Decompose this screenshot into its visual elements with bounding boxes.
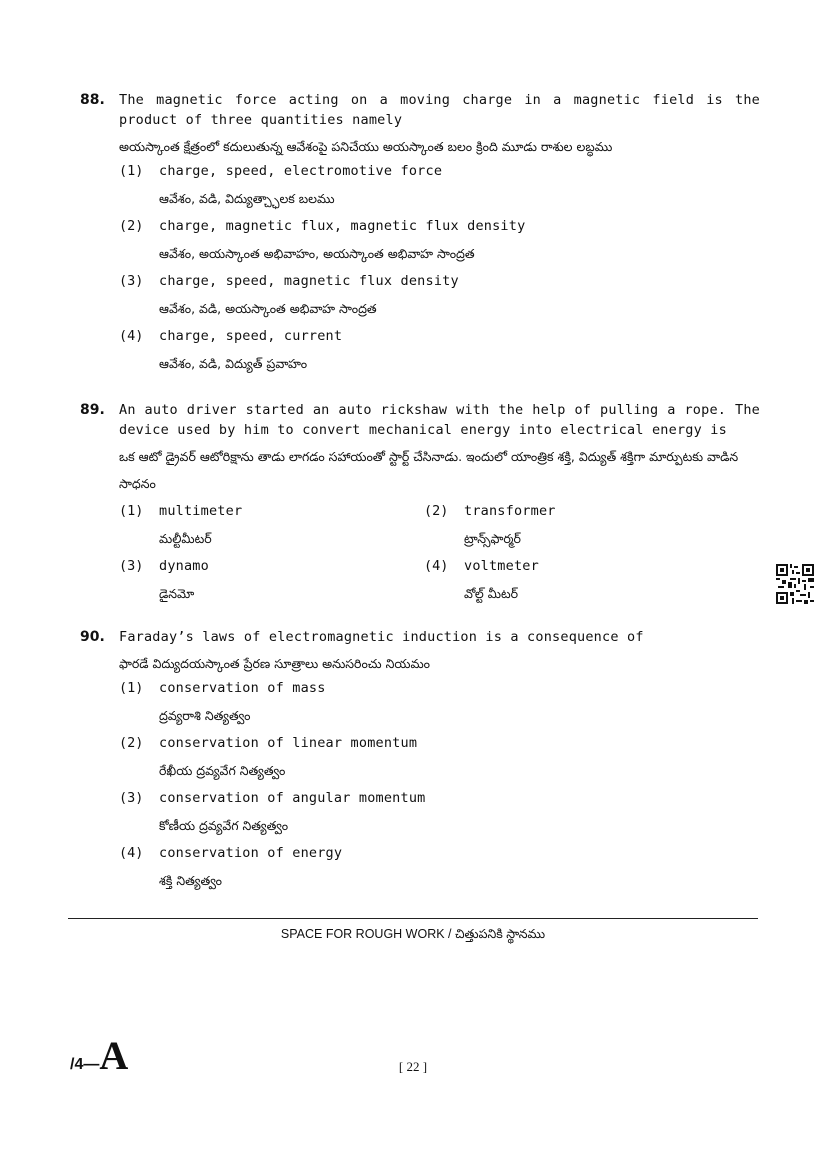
option-2	[424, 501, 724, 556]
question-text: The magnetic force acting on a moving charge in a magnetic field is the product of three quantities namely	[119, 92, 760, 128]
option-4	[119, 326, 760, 381]
option-text-telugu: ద్రవ్యరాశి నిత్యత్వం	[159, 708, 251, 723]
question-89	[80, 400, 760, 611]
option-text: conservation of linear momentum	[159, 735, 418, 751]
option-text-telugu: శక్తి నిత్యత్వం	[159, 873, 222, 888]
option-4	[119, 843, 760, 898]
option-text-telugu: వోల్ట్ మీటర్	[464, 586, 519, 601]
option-number: (2)	[119, 735, 144, 751]
option-text-telugu: ఆవేశం, వడి, అయస్కాంత అభివాహ సాంద్రత	[159, 301, 377, 316]
option-text: multimeter	[159, 503, 243, 519]
option-text: charge, speed, magnetic flux density	[159, 273, 459, 289]
option-1	[119, 161, 760, 216]
options-list	[80, 678, 760, 898]
option-text-telugu: రేఖీయ ద్రవ్యవేగ నిత్యత్వం	[159, 763, 286, 778]
qr-code-icon	[776, 564, 814, 604]
option-number: (4)	[119, 845, 144, 861]
option-text: conservation of angular momentum	[159, 790, 426, 806]
question-number: 89.	[80, 402, 105, 418]
option-number: (3)	[119, 790, 144, 806]
rough-work-label: SPACE FOR ROUGH WORK / చిత్తుపనికి స్థానము	[280, 927, 546, 941]
option-text: conservation of energy	[159, 845, 343, 861]
option-number: (2)	[119, 218, 144, 234]
options-grid	[119, 501, 760, 611]
question-text-telugu: ఒక ఆటో డ్రైవర్ ఆటోరిక్షాను తాడు లాగడం సహాయంతో స్టార్ట్ చేసినాడు. ఇందులో యాంత్రిక శక్తి, విద్యుత్ శక్తిగా మార్పుటకు వాడిన సాధనం	[119, 449, 739, 491]
option-1	[119, 678, 760, 733]
option-number: (2)	[424, 503, 449, 519]
option-3	[119, 556, 424, 611]
option-number: (3)	[119, 273, 144, 289]
question-text-telugu: ఫారడే విద్యుదయస్కాంత ప్రేరణ సూత్రాలు అనుసరించు నియమం	[119, 656, 431, 671]
booklet-code-prefix: /4—	[70, 1056, 100, 1073]
option-text: charge, speed, current	[159, 328, 343, 344]
option-4	[424, 556, 724, 611]
option-2	[119, 733, 760, 788]
question-text-telugu: అయస్కాంత క్షేత్రంలో కదులుతున్న ఆవేశంపై పనిచేయు అయస్కాంత బలం క్రింది మూడు రాశుల లబ్ధము	[119, 139, 613, 154]
option-text: voltmeter	[464, 558, 539, 574]
option-number: (1)	[119, 163, 144, 179]
divider-line	[68, 918, 758, 919]
options-list	[80, 161, 760, 381]
question-text: An auto driver started an auto rickshaw with the help of pulling a rope. The device used by him to convert mechanical energy into electrical energy is	[119, 402, 760, 438]
option-text-telugu: ఆవేశం, వడి, విద్యుత్ ప్రవాహం	[159, 356, 308, 371]
option-1	[119, 501, 424, 556]
option-text-telugu: ట్రాన్స్‌ఫార్మర్	[464, 531, 521, 546]
option-text: dynamo	[159, 558, 209, 574]
option-text: charge, magnetic flux, magnetic flux density	[159, 218, 526, 234]
option-text: charge, speed, electromotive force	[159, 163, 443, 179]
option-number: (4)	[424, 558, 449, 574]
option-2	[119, 216, 760, 271]
option-text: conservation of mass	[159, 680, 326, 696]
option-text-telugu: కోణీయ ద్రవ్యవేగ నిత్యత్వం	[159, 818, 289, 833]
question-88	[80, 90, 760, 381]
option-number: (1)	[119, 503, 144, 519]
option-number: (4)	[119, 328, 144, 344]
option-text-telugu: ఆవేశం, అయస్కాంత అభివాహం, అయస్కాంత అభివాహ సాంద్రత	[159, 246, 475, 261]
page-number: [ 22 ]	[398, 1059, 428, 1074]
booklet-code-letter: A	[99, 1033, 129, 1078]
question-90	[80, 627, 760, 898]
question-text: Faraday’s laws of electromagnetic induction is a consequence of	[119, 629, 644, 645]
option-text-telugu: డైనమో	[159, 586, 195, 601]
option-number: (3)	[119, 558, 144, 574]
question-number: 90.	[80, 629, 105, 645]
option-number: (1)	[119, 680, 144, 696]
option-3	[119, 788, 760, 843]
option-text-telugu: మల్టీమీటర్	[159, 531, 212, 546]
option-text: transformer	[464, 503, 556, 519]
question-number: 88.	[80, 92, 105, 108]
option-text-telugu: ఆవేశం, వడి, విద్యుత్చ్ఛాలక బలము	[159, 191, 335, 206]
option-3	[119, 271, 760, 326]
